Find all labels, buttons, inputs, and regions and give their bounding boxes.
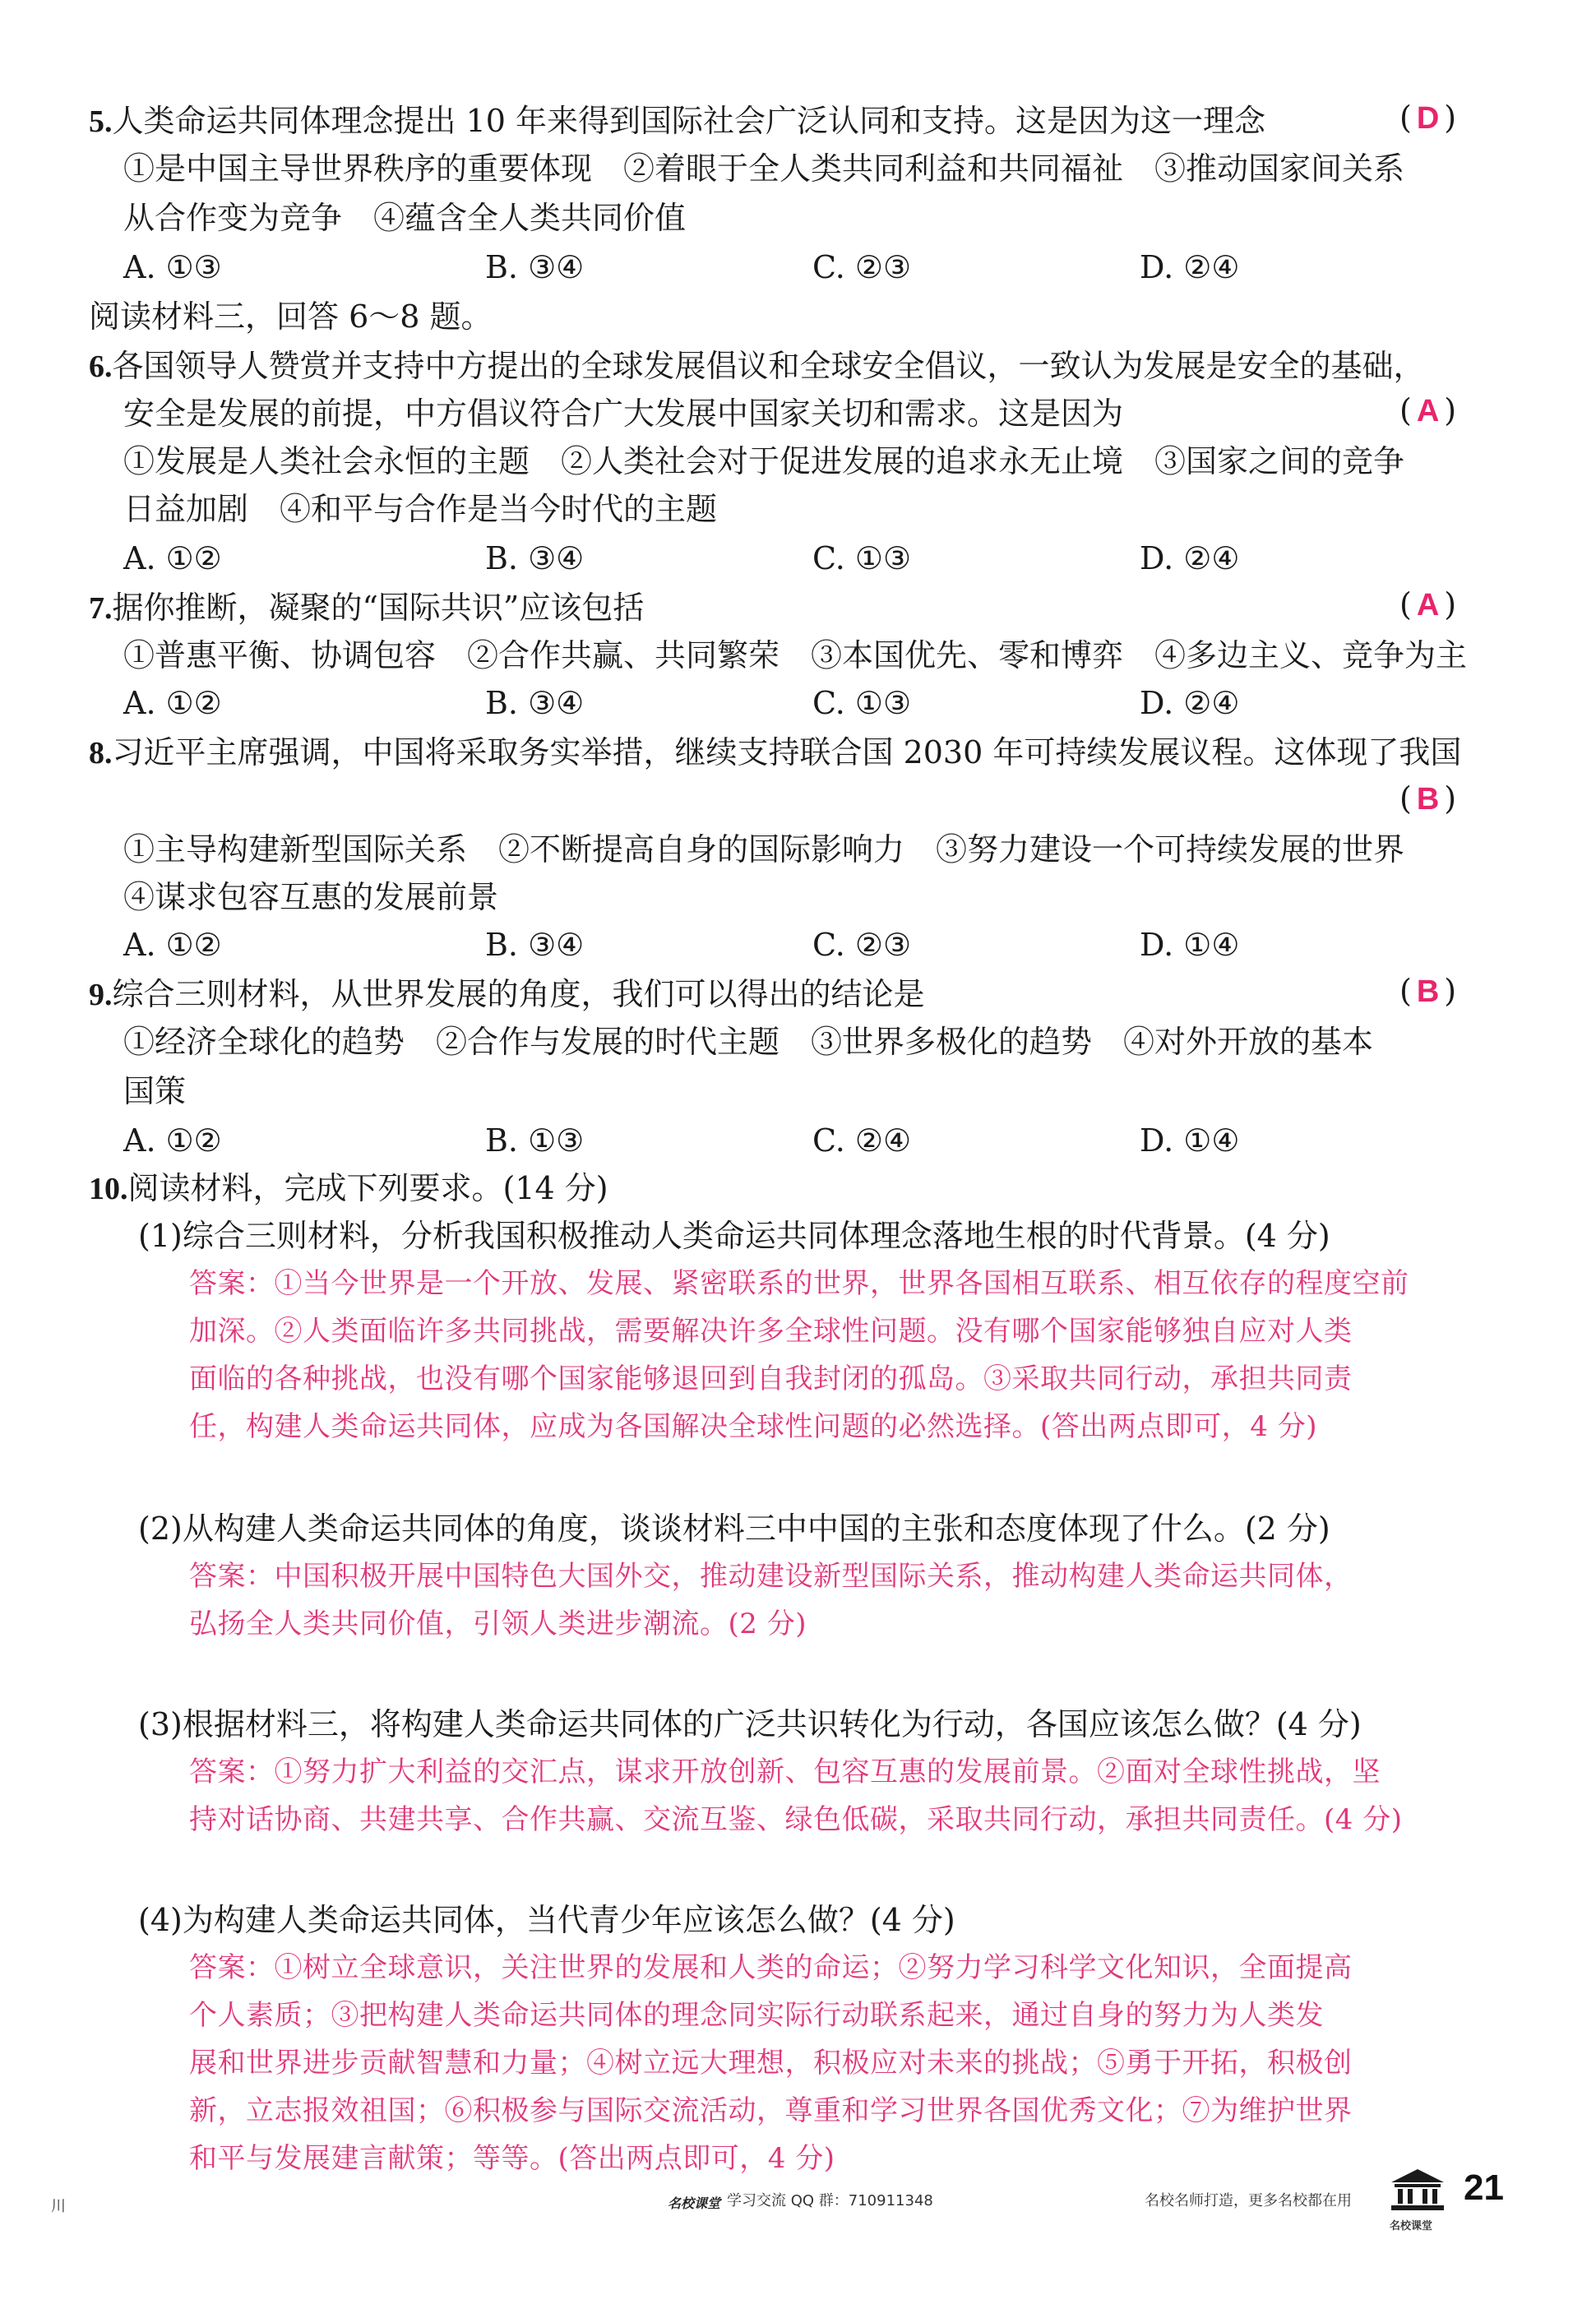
- q10-part4-answer-line2: 个人素质；③把构建人类命运共同体的理念同实际行动联系起来，通过自身的努力为人类发: [189, 1999, 1324, 2032]
- q6-stem-line1: 6.各国领导人赞赏并支持中方提出的全球发展倡议和全球安全倡议，一致认为发展是安全的基础，: [89, 348, 1425, 384]
- q5-option-c: C. ②③: [812, 249, 912, 285]
- footer-region-mark: 川: [51, 2198, 66, 2215]
- q5-number: 5.: [89, 104, 113, 139]
- q6-stem-line2: 安全是发展的前提，中方倡议符合广大发展中国家关切和需求。这是因为: [123, 396, 1124, 432]
- q10-part2-question: (2)从构建人类命运共同体的角度，谈谈材料三中中国的主张和态度体现了什么。(2 分): [138, 1511, 1330, 1547]
- q7-answer: ( A ): [1399, 586, 1457, 622]
- q9-option-a: A. ①②: [123, 1122, 222, 1159]
- q9-number: 9.: [89, 978, 113, 1012]
- q7-number: 7.: [89, 591, 113, 626]
- q5-items-line1: ①是中国主导世界秩序的重要体现 ②着眼于全人类共同利益和共同福祉 ③推动国家间关系: [123, 150, 1405, 187]
- q6-items-line2: 日益加剧 ④和平与合作是当今时代的主题: [123, 491, 718, 527]
- q7-option-d: D. ②④: [1140, 685, 1240, 721]
- q5-items-line2: 从合作变为竞争 ④蕴含全人类共同价值: [123, 200, 687, 236]
- footer-slogan: 名校名师打造，更多名校都在用: [1145, 2192, 1352, 2209]
- q10-stem: 10.阅读材料，完成下列要求。(14 分): [89, 1170, 608, 1206]
- q8-option-c: C. ②③: [812, 927, 912, 963]
- q5-option-b: B. ③④: [485, 249, 585, 285]
- q6-option-b: B. ③④: [485, 540, 585, 576]
- q8-stem: 8.习近平主席强调，中国将采取务实举措，继续支持联合国 2030 年可持续发展议程。这体现了我国: [89, 734, 1462, 770]
- q7-items-line1: ①普惠平衡、协调包容 ②合作共赢、共同繁荣 ③本国优先、零和博弈 ④多边主义、竞争为主: [123, 637, 1468, 673]
- q8-answer: ( B ): [1399, 780, 1457, 817]
- footer-brand: 名校课堂: [668, 2195, 721, 2211]
- school-building-icon: [1388, 2168, 1447, 2214]
- q6-answer: ( A ): [1399, 392, 1457, 428]
- q10-part4-answer-line4: 新，立志报效祖国；⑥积极参与国际交流活动，尊重和学习世界各国优秀文化；⑦为维护世界: [189, 2094, 1353, 2127]
- q8-items-line2: ④谋求包容互惠的发展前景: [123, 879, 499, 915]
- q10-part4-question: (4)为构建人类命运共同体，当代青少年应该怎么做？(4 分): [138, 1902, 955, 1938]
- q10-part3-answer-line1: 答案：①努力扩大利益的交汇点，谋求开放创新、包容互惠的发展前景。②面对全球性挑战，坚: [189, 1756, 1381, 1788]
- q8-option-d: D. ①④: [1140, 927, 1240, 963]
- q10-part2-answer-line2: 弘扬全人类共同价值，引领人类进步潮流。(2 分): [189, 1608, 807, 1640]
- footer-qq-group: 学习交流 QQ 群：710911348: [727, 2192, 933, 2209]
- q6-items-line1: ①发展是人类社会永恒的主题 ②人类社会对于促进发展的追求永无止境 ③国家之间的竞争: [123, 443, 1405, 479]
- q7-option-c: C. ①③: [812, 685, 912, 721]
- q10-part1-answer-line1: 答案：①当今世界是一个开放、发展、紧密联系的世界，世界各国相互联系、相互依存的程度空前: [189, 1267, 1409, 1300]
- q6-option-a: A. ①②: [123, 540, 222, 576]
- q10-part1-answer-line3: 面临的各种挑战，也没有哪个国家能够退回到自我封闭的孤岛。③采取共同行动，承担共同责: [189, 1363, 1353, 1395]
- q9-items-line2: 国策: [123, 1073, 187, 1109]
- q10-part1-answer-line4: 任，构建人类命运共同体，应成为各国解决全球性问题的必然选择。(答出两点即可，4 分): [189, 1410, 1317, 1443]
- q10-part4-answer-line1: 答案：①树立全球意识，关注世界的发展和人类的命运；②努力学习科学文化知识，全面提高: [189, 1951, 1353, 1984]
- q9-items-line1: ①经济全球化的趋势 ②合作与发展的时代主题 ③世界多极化的趋势 ④对外开放的基本: [123, 1024, 1374, 1060]
- q10-part3-answer-line2: 持对话协商、共建共享、合作共赢、交流互鉴、绿色低碳，采取共同行动，承担共同责任。(4 分): [189, 1803, 1403, 1836]
- q6-option-d: D. ②④: [1140, 540, 1240, 576]
- q5-option-a: A. ①③: [123, 249, 222, 285]
- q9-option-c: C. ②④: [812, 1122, 912, 1159]
- q7-stem: 7.据你推断，凝聚的“国际共识”应该包括: [89, 590, 645, 626]
- q8-option-a: A. ①②: [123, 927, 222, 963]
- q5-option-d: D. ②④: [1140, 249, 1240, 285]
- q10-part1-answer-line2: 加深。②人类面临许多共同挑战，需要解决许多全球性问题。没有哪个国家能够独自应对人类: [189, 1315, 1353, 1348]
- q8-items-line1: ①主导构建新型国际关系 ②不断提高自身的国际影响力 ③努力建设一个可持续发展的世界: [123, 831, 1405, 868]
- q10-part1-question: (1)综合三则材料，分析我国积极推动人类命运共同体理念落地生根的时代背景。(4 分): [138, 1218, 1330, 1254]
- q7-option-b: B. ③④: [485, 685, 585, 721]
- q8-number: 8.: [89, 736, 113, 770]
- footer-logo-caption: 名校课堂: [1390, 2220, 1433, 2232]
- q10-part4-answer-line3: 展和世界进步贡献智慧和力量；④树立远大理想，积极应对未来的挑战；⑤勇于开拓，积极创: [189, 2047, 1353, 2080]
- q7-option-a: A. ①②: [123, 685, 222, 721]
- reading-intro: 阅读材料三，回答 6～8 题。: [89, 298, 493, 335]
- q10-part4-answer-line5: 和平与发展建言献策；等等。(答出两点即可，4 分): [189, 2142, 835, 2175]
- q9-stem: 9.综合三则材料，从世界发展的角度，我们可以得出的结论是: [89, 976, 925, 1012]
- q5-stem: 5.人类命运共同体理念提出 10 年来得到国际社会广泛认同和支持。这是因为这一理念: [89, 103, 1266, 139]
- q10-number: 10.: [89, 1172, 128, 1206]
- q10-part3-question: (3)根据材料三，将构建人类命运共同体的广泛共识转化为行动，各国应该怎么做？(4 分): [138, 1706, 1362, 1742]
- q6-option-c: C. ①③: [812, 540, 912, 576]
- q9-answer: ( B ): [1399, 973, 1457, 1009]
- q6-number: 6.: [89, 349, 113, 384]
- q8-option-b: B. ③④: [485, 927, 585, 963]
- q10-part2-answer-line1: 答案：中国积极开展中国特色大国外交，推动建设新型国际关系，推动构建人类命运共同体，: [189, 1560, 1353, 1593]
- q9-option-d: D. ①④: [1140, 1122, 1240, 1159]
- q5-answer: ( D ): [1399, 99, 1457, 136]
- q9-option-b: B. ①③: [485, 1122, 585, 1159]
- page-number: 21: [1464, 2168, 1504, 2208]
